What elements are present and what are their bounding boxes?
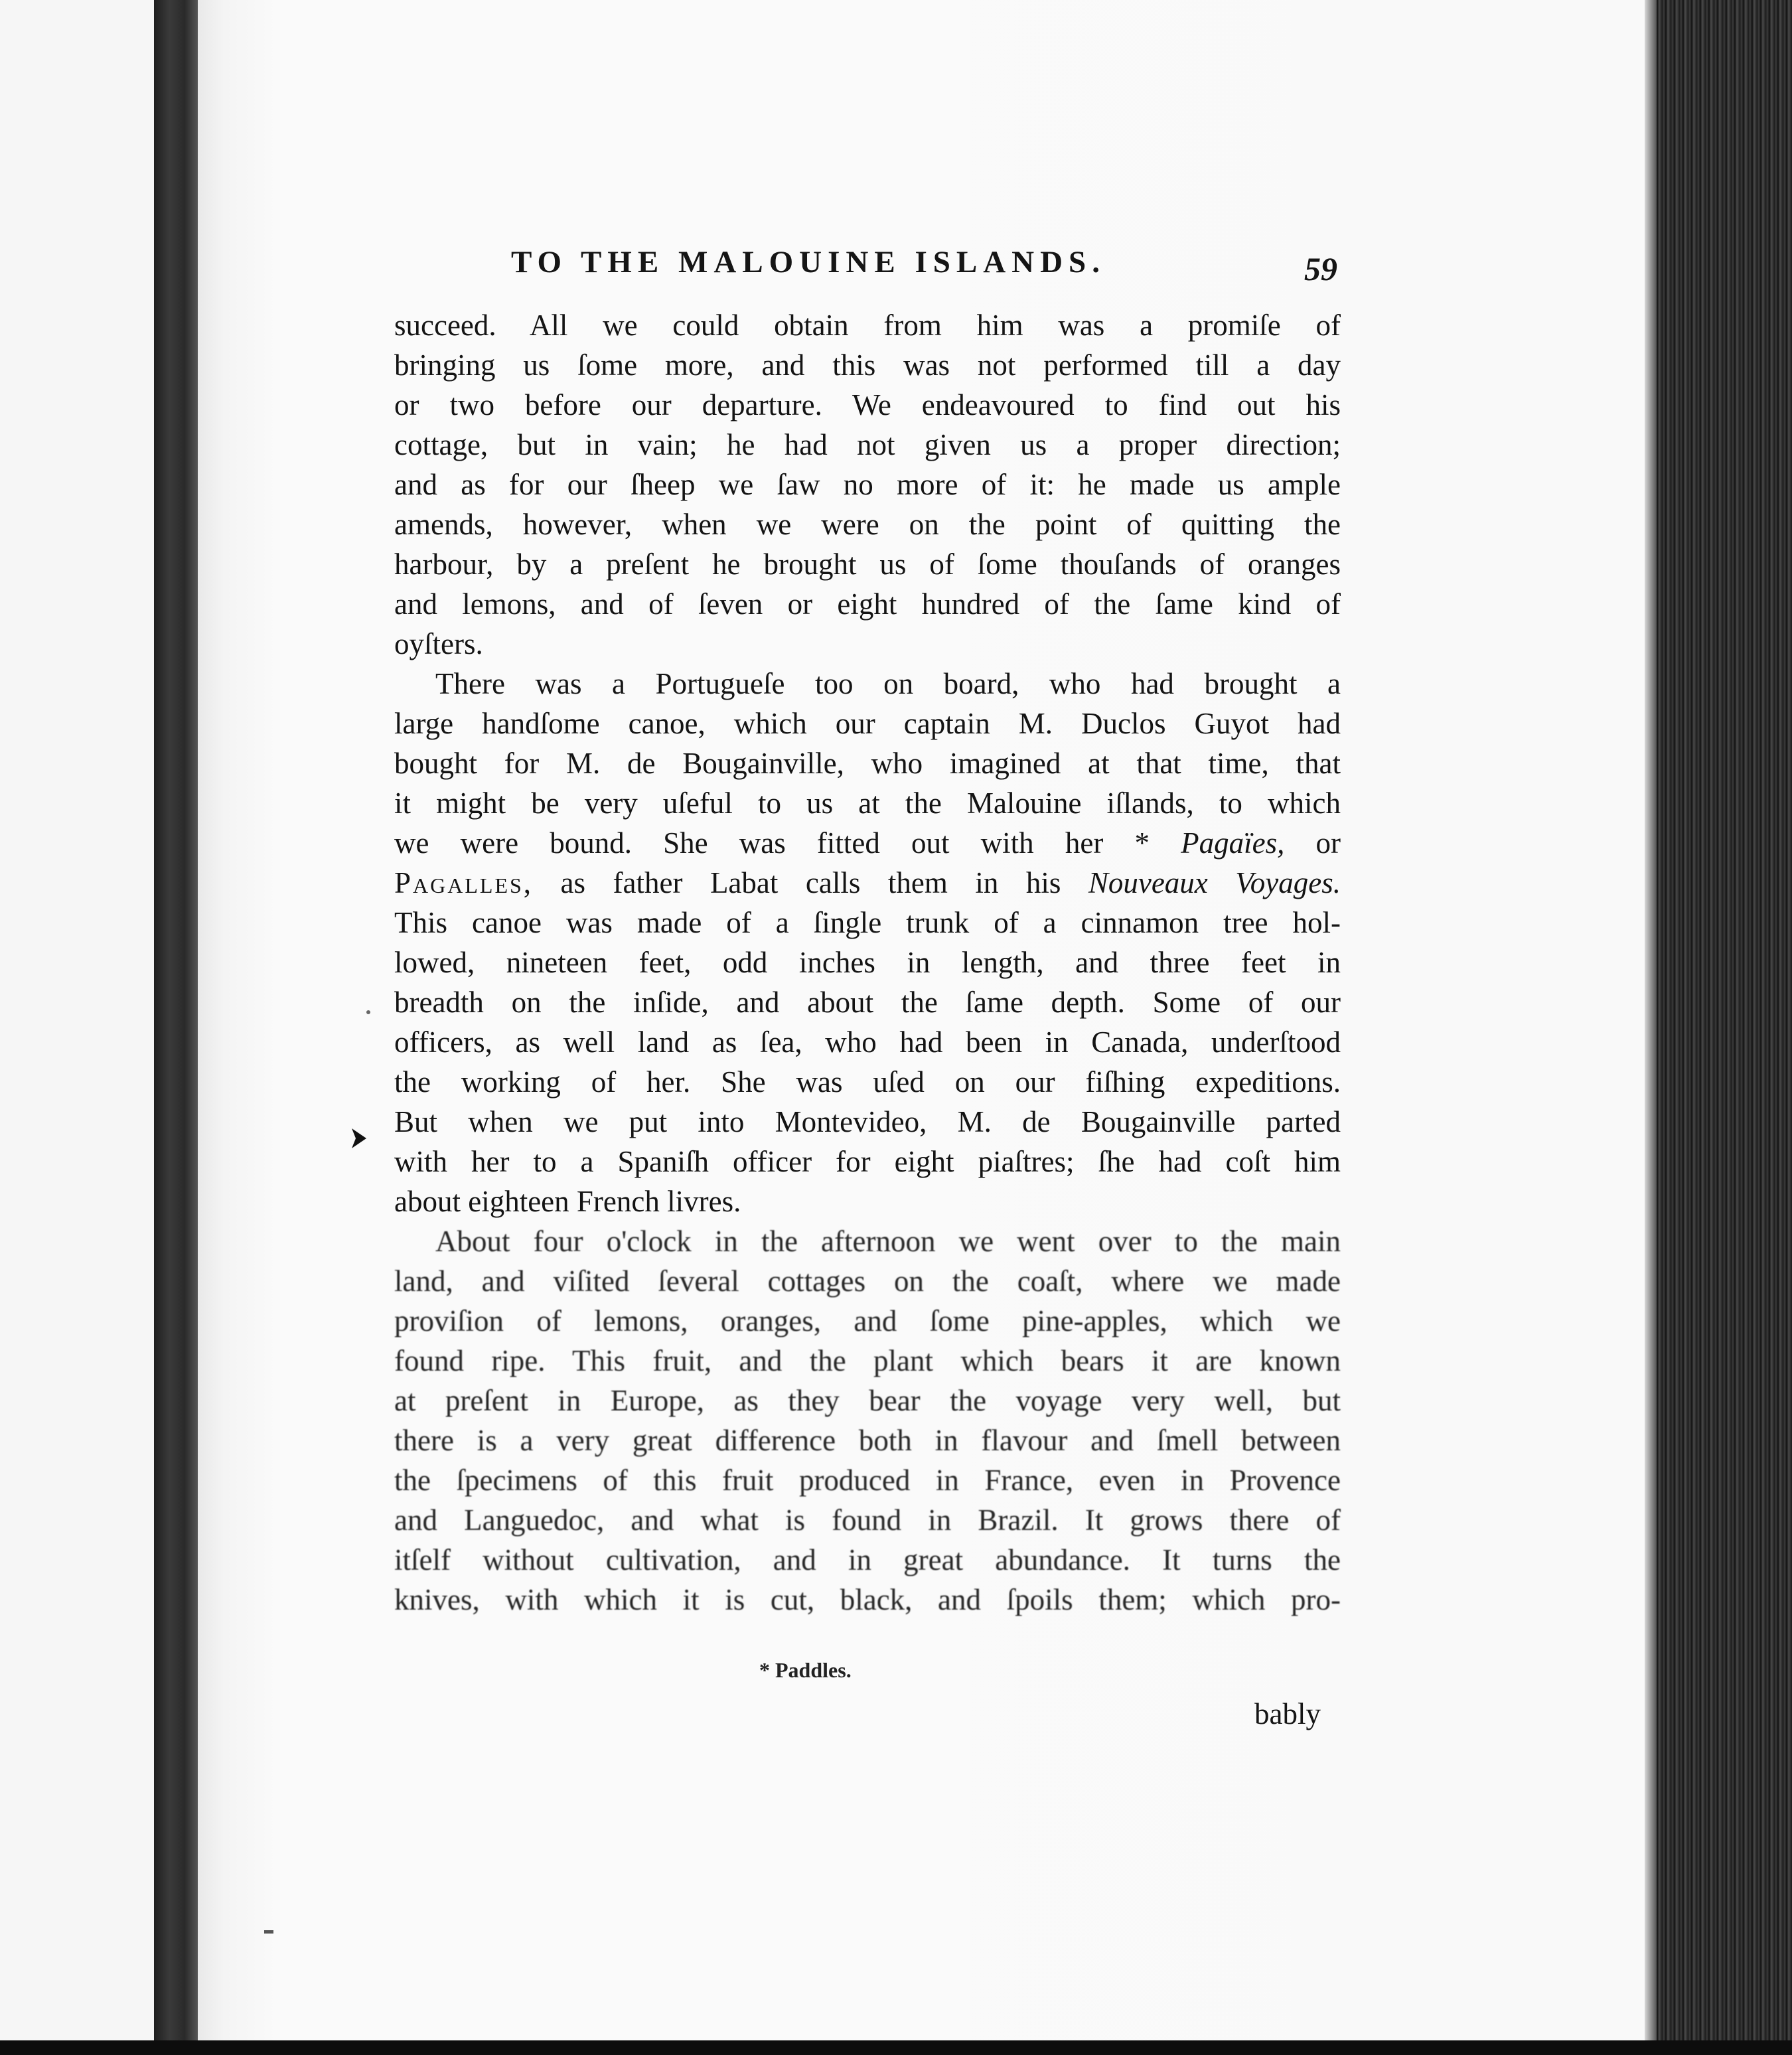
italic-term: Pagaïes, [1181, 826, 1285, 860]
left-page-margin [0, 0, 154, 2055]
text-line: with her to a Spaniſh officer for eight piaſtres; ſhe had coſt him [394, 1145, 1341, 1178]
text-line: proviſion of lemons, oranges, and ſome pine-apples, which we [394, 1304, 1341, 1337]
text-line: and Languedoc, and what is found in Brazil. It grows there of [394, 1503, 1341, 1537]
text-line: harbour, by a preſent he brought us of ſome thouſands of oranges [394, 548, 1341, 581]
text-line: But when we put into Montevideo, M. de Bougainville parted [394, 1105, 1341, 1138]
book-gutter [154, 0, 198, 2055]
text-line: or two before our departure. We endeavoured to find out his [394, 388, 1341, 421]
text-line: large handſome canoe, which our captain M. Duclos Guyot had [394, 707, 1341, 740]
text-line: officers, as well land as ſea, who had been in Canada, underſtood [394, 1026, 1341, 1059]
text-line-with-footnote-marker [394, 823, 1341, 863]
text-line: There was a Portugueſe too on board, who had brought a [435, 667, 1341, 700]
text-line: there is a very great difference both in flavour and ſmell between [394, 1424, 1341, 1457]
text-line: cottage, but in vain; he had not given us a proper direction; [394, 428, 1341, 461]
line-text: we were bound. She was fitted out with her [394, 826, 1104, 860]
text-line-with-title [394, 863, 1341, 903]
margin-dot [366, 1010, 370, 1014]
text-line: the ſpecimens of this fruit produced in France, even in Provence [394, 1464, 1341, 1497]
text-line: bought for M. de Bougainville, who imagined at that time, that [394, 747, 1341, 780]
italic-title: Nouveaux Voyages. [1088, 866, 1341, 899]
footnote: * Paddles. [759, 1658, 852, 1682]
text-line: This canoe was made of a ſingle trunk of a cinnamon tree hol- [394, 906, 1341, 939]
text-line: at preſent in Europe, as they bear the voyage very well, but [394, 1384, 1341, 1417]
margin-arrow-icon [350, 1127, 368, 1150]
text-line: amends, however, when we were on the point of quitting the [394, 508, 1341, 541]
catchword: bably [1254, 1697, 1321, 1730]
text-line: and as for our ſheep we ſaw no more of it: he made us ample [394, 468, 1341, 501]
text-line: it might be very uſeful to us at the Malouine iſlands, to which [394, 787, 1341, 820]
text-line: land, and viſited ſeveral cottages on the coaſt, where we made [394, 1264, 1341, 1298]
text-line: about eighteen French livres. [394, 1185, 741, 1218]
text-line: and lemons, and of ſeven or eight hundred of the ſame kind of [394, 587, 1341, 621]
text-line: itſelf without cultivation, and in great abundance. It turns the [394, 1543, 1341, 1576]
footnote-marker: * [1134, 826, 1150, 860]
text-line: oyſters. [394, 627, 483, 660]
text-line: knives, with which it is cut, black, and ſpoils them; which pro- [394, 1583, 1341, 1616]
small-caps-term: Pagalles, [394, 866, 534, 899]
text-line: About four o'clock in the afternoon we went over to the main [435, 1225, 1341, 1258]
text-line: found ripe. This fruit, and the plant which bears it are known [394, 1344, 1341, 1377]
page-number: 59 [1304, 250, 1337, 287]
running-head: TO THE MALOUINE ISLANDS. [511, 245, 1106, 279]
text-line: breadth on the inſide, and about the ſame depth. Some of our [394, 986, 1341, 1019]
scan-bottom-border [0, 2040, 1792, 2055]
margin-mark [264, 1930, 273, 1934]
page-edges [1645, 0, 1792, 2055]
text-line: the working of her. She was uſed on our fiſhing expeditions. [394, 1065, 1341, 1099]
text-line: lowed, nineteen feet, odd inches in length, and three feet in [394, 946, 1341, 979]
body-text [394, 305, 1341, 1620]
text-line: succeed. All we could obtain from him was a promiſe of [394, 309, 1341, 342]
line-text: or [1315, 826, 1341, 860]
text-line: bringing us ſome more, and this was not performed till a day [394, 348, 1341, 382]
line-text: as father Labat calls them in his [560, 866, 1061, 899]
